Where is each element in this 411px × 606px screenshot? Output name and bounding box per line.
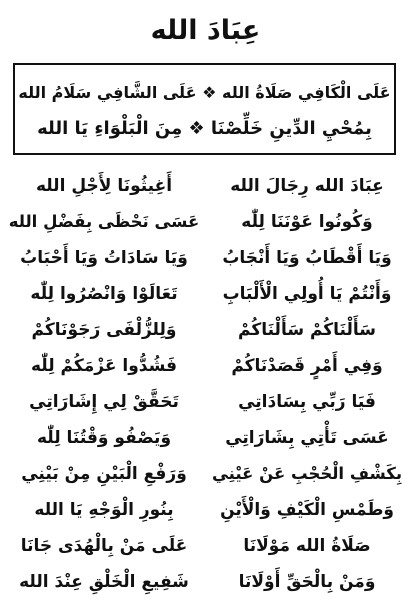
verse-row: [8, 168, 403, 204]
verse-second-half: وَلِلزُّلْفَى رَجَوْنَاكُمْ: [31, 320, 177, 340]
verse-first-half: عِبَادَ الله رِجَالَ الله: [230, 176, 384, 196]
verse-second-half: أَغِيثُونَا لِأَجْلِ الله: [35, 176, 173, 196]
verse-row: [8, 492, 403, 528]
verse-first-half: وَمَنْ بِالْحَقِّ أَوْلَانَا: [238, 572, 376, 592]
verse-second-half: عَسَى نَحْظَى بِفَضْلِ الله: [8, 212, 200, 231]
verse-second-half: بِنُورِ الْوَجْهِ يَا الله: [34, 500, 174, 520]
verse-row: [8, 420, 403, 456]
verse-second-half: وَيَصْفُو وَقْتُنَا لِلّٰه: [36, 428, 172, 448]
verse-first-half: صَلَاةُ الله مَوْلَانَا: [243, 536, 371, 556]
verse-first-half: وَأَنْتُمْ يَا أُولِي الْأَلْبَابِ: [222, 284, 392, 304]
verse-row: [8, 204, 403, 240]
intro-line-1: عَلَى الْكَافِي صَلَاةُ الله ❖ عَلَى الشَّافِي سَلَامُ الله: [18, 83, 391, 102]
verse-first-half: سَأَلْنَاكُمْ سَأَلْنَاكُمْ: [238, 320, 376, 340]
intro-box: [13, 63, 396, 155]
verse-second-half: عَلَى مَنْ بِالْهُدَى جَانَا: [20, 536, 188, 556]
verse-second-half: تَعَالَوْا وَانْصُرُوا لِلّٰه: [30, 284, 178, 304]
verse-row: [8, 384, 403, 420]
poem-title: عِبَادَ الله: [150, 15, 261, 46]
verse-first-half: وَفِي أَمْرٍ قَصَدْنَاكُمْ: [231, 356, 383, 376]
verse-first-half: وَكُونُوا عَوْنَنَا لِلّٰه: [241, 212, 373, 232]
verse-row: [8, 348, 403, 384]
verse-second-half: فَشُدُّوا عَزْمَكُمْ لِلّٰه: [30, 356, 178, 376]
verses-block: [8, 168, 403, 600]
verse-row: [8, 564, 403, 600]
verse-second-half: وَرَفْعِ الْبَيْنِ مِنْ بَيْنِي: [21, 464, 187, 484]
verse-second-half: تَحَقَّقْ لِي إِشَارَاتِي: [29, 392, 179, 412]
verse-first-half: عَسَى تَأْتِي بِشَارَاتِي: [225, 428, 389, 448]
verse-row: [8, 456, 403, 492]
verse-first-half: بِكَشْفِ الْحُجْبِ عَنْ عَيْنِي: [211, 464, 403, 483]
verse-second-half: وَيَا سَادَاتُ وَيَا أَحْبَابُ: [20, 248, 188, 268]
verse-row: [8, 528, 403, 564]
verse-row: [8, 276, 403, 312]
verse-row: [8, 240, 403, 276]
verse-first-half: وَيَا أَقْطَابُ وَيَا أَنْجَابُ: [222, 248, 392, 268]
verse-row: [8, 312, 403, 348]
verse-first-half: وَطَمْسِ الْكَيْفِ وَالْأَيْنِ: [220, 500, 394, 520]
verse-first-half: فَيَا رَبِّي بِسَادَاتِي: [238, 392, 376, 412]
verse-second-half: شَفِيعِ الْخَلْقِ عِنْدَ الله: [19, 572, 189, 592]
intro-line-2: بِمُحْيِ الدِّينِ خَلِّصْنَا ❖ مِنَ الْبَلْوَاءِ يَا الله: [37, 118, 372, 139]
